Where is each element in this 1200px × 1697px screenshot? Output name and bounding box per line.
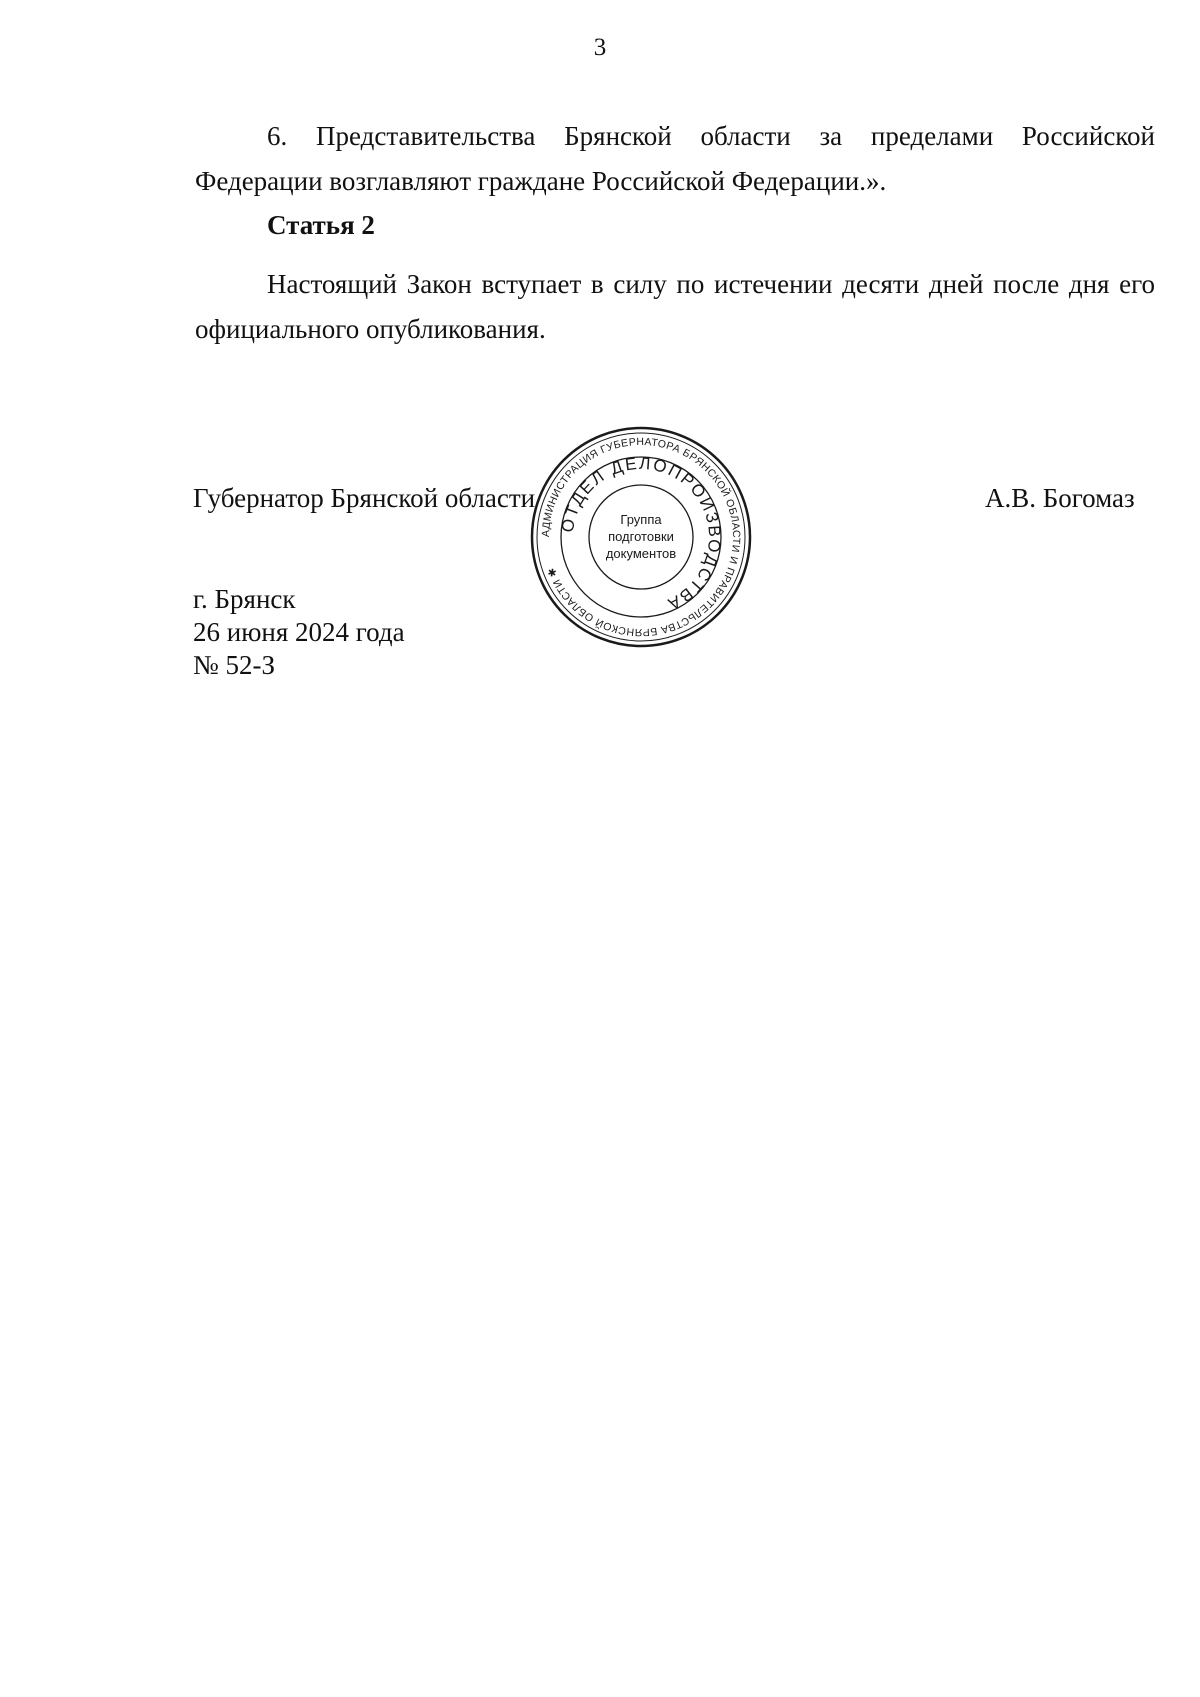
- seal-inner-ring-text: ОТДЕЛ ДЕЛОПРОИЗВОДСТВА: [557, 453, 725, 615]
- seal-outer-ring-text: АДМИНИСТРАЦИЯ ГУБЕРНАТОРА БРЯНСКОЙ ОБЛАСТИ И ПРАВИТЕЛЬСТВА БРЯНСКОЙ ОБЛАСТИ ✱: [539, 435, 743, 639]
- signatory-position: Губернатор Брянской области: [193, 483, 536, 513]
- seal-center-line-2: подготовки: [608, 529, 674, 544]
- page-number: 3: [593, 34, 607, 61]
- date-of-signing: 26 июня 2024 года: [193, 617, 405, 647]
- seal-center-line-1: Группа: [620, 512, 662, 527]
- clause-6-paragraph: 6. Представительства Брянской области за пределами Российской Федерации возглавляют граждане Российской Федерации.».: [195, 121, 1155, 196]
- official-seal-stamp: [528, 424, 754, 650]
- seal-graphic: [528, 424, 754, 650]
- place-of-signing: г. Брянск: [193, 584, 296, 614]
- article-heading: Статья 2: [267, 210, 375, 240]
- signatory-name: А.В. Богомаз: [985, 483, 1135, 513]
- law-number: № 52-З: [193, 650, 276, 680]
- seal-center-line-3: документов: [605, 546, 677, 561]
- article-2-paragraph: Настоящий Закон вступает в силу по истечении десяти дней после дня его официального опубликования.: [195, 269, 1155, 344]
